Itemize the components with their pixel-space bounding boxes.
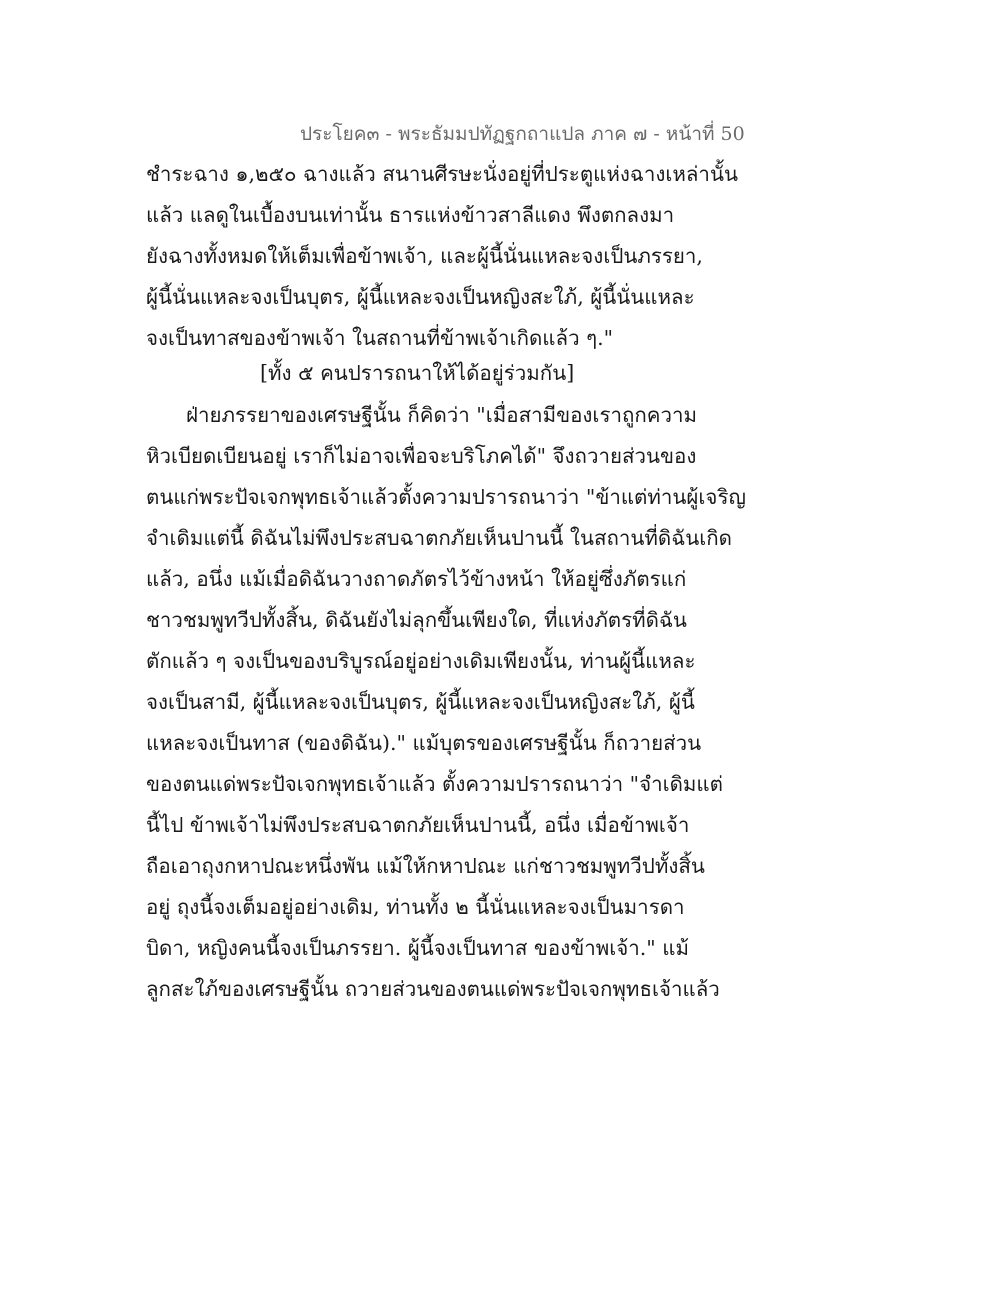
text-line: จงเป็นสามี, ผู้นี้แหละจงเป็นบุตร, ผู้นี้แหละจงเป็นหญิงสะใภ้, ผู้นี้ <box>146 690 695 714</box>
text-line: ตักแล้ว ๆ จงเป็นของบริบูรณ์อยู่อย่างเดิมเพียงนั้น, ท่านผู้นี้แหละ <box>146 649 696 673</box>
text-line: แล้ว, อนึ่ง แม้เมื่อดิฉันวางถาดภัตรไว้ข้างหน้า ให้อยู่ซึ่งภัตรแก่ <box>146 567 687 591</box>
section-heading: [ทั้ง ๕ คนปรารถนาให้ได้อยู่ร่วมกัน] <box>260 361 575 385</box>
text-line: หิวเบียดเบียนอยู่ เราก็ไม่อาจเพื่อจะบริโภคได้" จึงถวายส่วนของ <box>146 444 697 468</box>
text-line: ถือเอาถุงกหาปณะหนึ่งพัน แม้ให้กหาปณะ แก่ชาวชมพูทวีปทั้งสิ้น <box>146 854 705 878</box>
text-line: ฝ่ายภรรยาของเศรษฐีนั้น ก็คิดว่า "เมื่อสามีของเราถูกความ <box>186 403 698 427</box>
text-line: จงเป็นทาสของข้าพเจ้า ในสถานที่ข้าพเจ้าเกิดแล้ว ๆ." <box>146 326 614 350</box>
text-line: ตนแก่พระปัจเจกพุทธเจ้าแล้วตั้งความปรารถนาว่า "ข้าแต่ท่านผู้เจริญ <box>146 485 746 509</box>
text-line: ของตนแด่พระปัจเจกพุทธเจ้าแล้ว ตั้งความปรารถนาว่า "จำเดิมแต่ <box>146 772 723 796</box>
text-line: อยู่ ถุงนี้จงเต็มอยู่อย่างเดิม, ท่านทั้ง ๒ นี้นั่นแหละจงเป็นมารดา <box>146 895 685 919</box>
text-line: จำเดิมแต่นี้ ดิฉันไม่พึงประสบฉาตกภัยเห็นปานนี้ ในสถานที่ดิฉันเกิด <box>146 526 732 550</box>
text-line: นี้ไป ข้าพเจ้าไม่พึงประสบฉาตกภัยเห็นปานนี้, อนึ่ง เมื่อข้าพเจ้า <box>146 813 690 837</box>
text-line: บิดา, หญิงคนนี้จงเป็นภรรยา. ผู้นี้จงเป็นทาส ของข้าพเจ้า." แม้ <box>146 936 689 960</box>
text-line: แหละจงเป็นทาส (ของดิฉัน)." แม้บุตรของเศรษฐีนั้น ก็ถวายส่วน <box>146 731 702 755</box>
text-line: แล้ว แลดูในเบื้องบนเท่านั้น ธารแห่งข้าวสาลีแดง พึงตกลงมา <box>146 203 675 227</box>
text-line: ผู้นี้นั่นแหละจงเป็นบุตร, ผู้นี้แหละจงเป็นหญิงสะใภ้, ผู้นี้นั่นแหละ <box>146 285 695 309</box>
text-line: ลูกสะใภ้ของเศรษฐีนั้น ถวายส่วนของตนแด่พระปัจเจกพุทธเจ้าแล้ว <box>146 977 720 1001</box>
text-line: ชำระฉาง ๑,๒๕๐ ฉางแล้ว สนานศีรษะนั่งอยู่ที่ประตูแห่งฉางเหล่านั้น <box>146 162 738 186</box>
text-line: ยังฉางทั้งหมดให้เต็มเพื่อข้าพเจ้า, และผู้นี้นั่นแหละจงเป็นภรรยา, <box>146 244 703 268</box>
running-header: ประโยค๓ - พระธัมมปทัฏฐกถาแปล ภาค ๗ - หน้าที่ 50 <box>300 123 745 145</box>
text-line: ชาวชมพูทวีปทั้งสิ้น, ดิฉันยังไม่ลุกขึ้นเพียงใด, ที่แห่งภัตรที่ดิฉัน <box>146 608 687 632</box>
